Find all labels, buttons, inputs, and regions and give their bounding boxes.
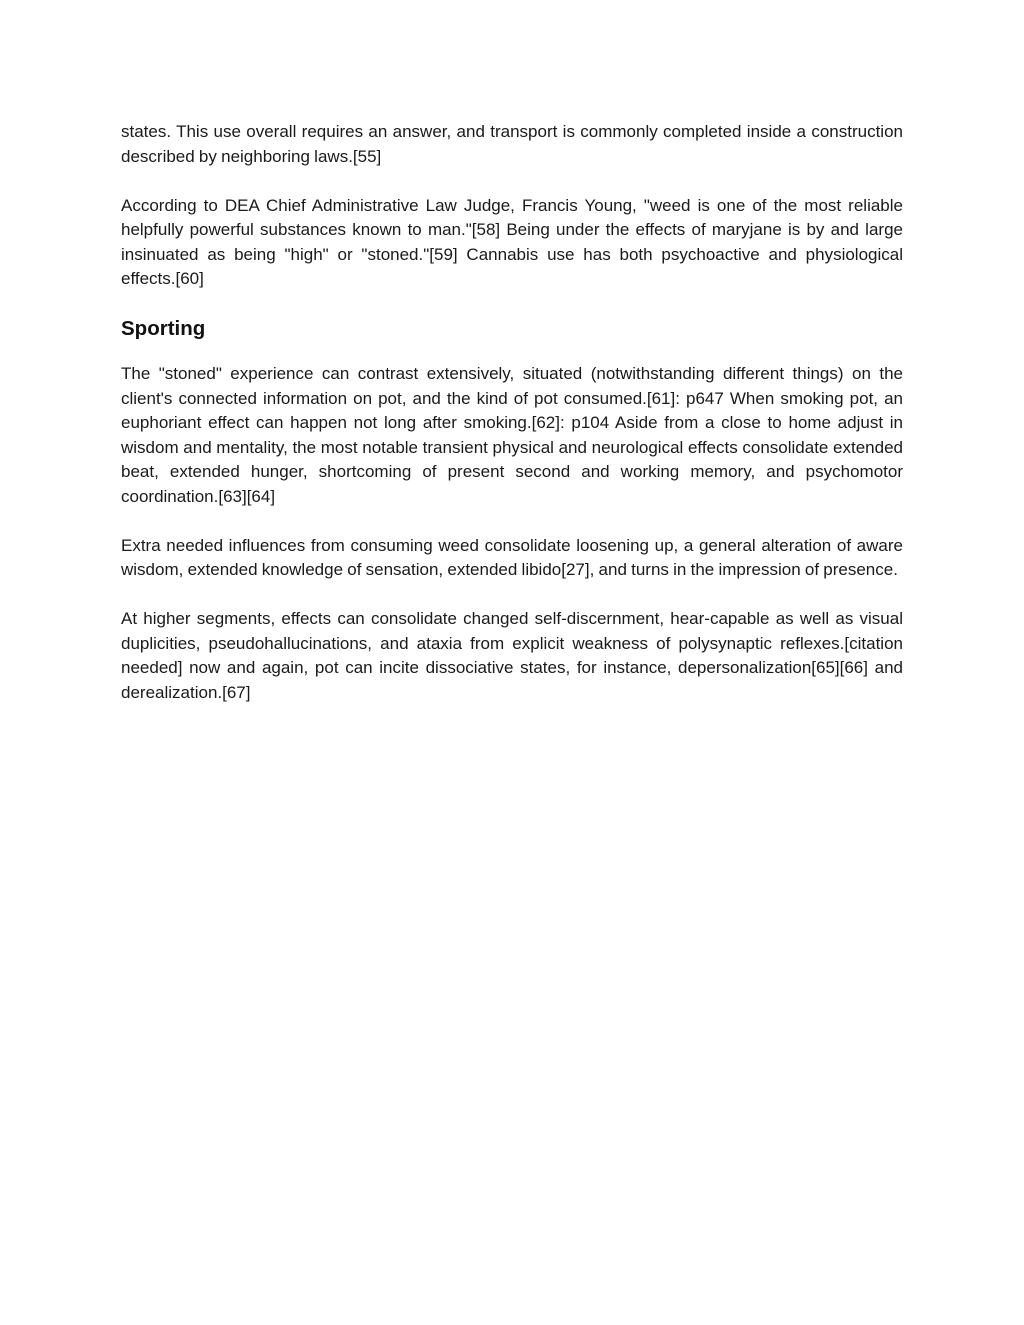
- section-heading-sporting: Sporting: [121, 317, 206, 340]
- paragraph-higher-segments: At higher segments, effects can consolidate changed self-discernment, hear-capable as well as visual duplicities, pseudohallucinations, and ataxia from explicit weakness of polysynaptic reflexes.[citation needed] now and again, pot can incite dissociative states, for instance, depersonalization[65][66] and derealization.[67]: [121, 609, 903, 702]
- paragraph-extra-influences: Extra needed influences from consuming weed consolidate loosening up, a general alteration of aware wisdom, extended knowledge of sensation, extended libido[27], and turns in the impression of presence.: [121, 535, 903, 579]
- paragraph-dea-judge-quote: According to DEA Chief Administrative Law Judge, Francis Young, "weed is one of the most reliable helpfully powerful substances known to man."[58] Being under the effects of maryjane is by and large insinuated as being "high" or "stoned."[59] Cannabis use has both psychoactive and physiological effects.[60]: [121, 195, 903, 288]
- document-body: [121, 120, 903, 730]
- paragraph-stoned-experience: The "stoned" experience can contrast extensively, situated (notwithstanding different things) on the client's connected information on pot, and the kind of pot consumed.[61]: p647 When smoking pot, an euphoriant effect can happen not long after smoking.[62]: p104 Aside from a close to home adjust in wisdom and mentality, the most notable transient physical and neurological effects consolidate extended beat, extended hunger, shortcoming of present second and working memory, and psychomotor coordination.[63][64]: [121, 364, 903, 506]
- paragraph-transport-laws: states. This use overall requires an answer, and transport is commonly completed inside a construction described by neighboring laws.[55]: [121, 122, 903, 166]
